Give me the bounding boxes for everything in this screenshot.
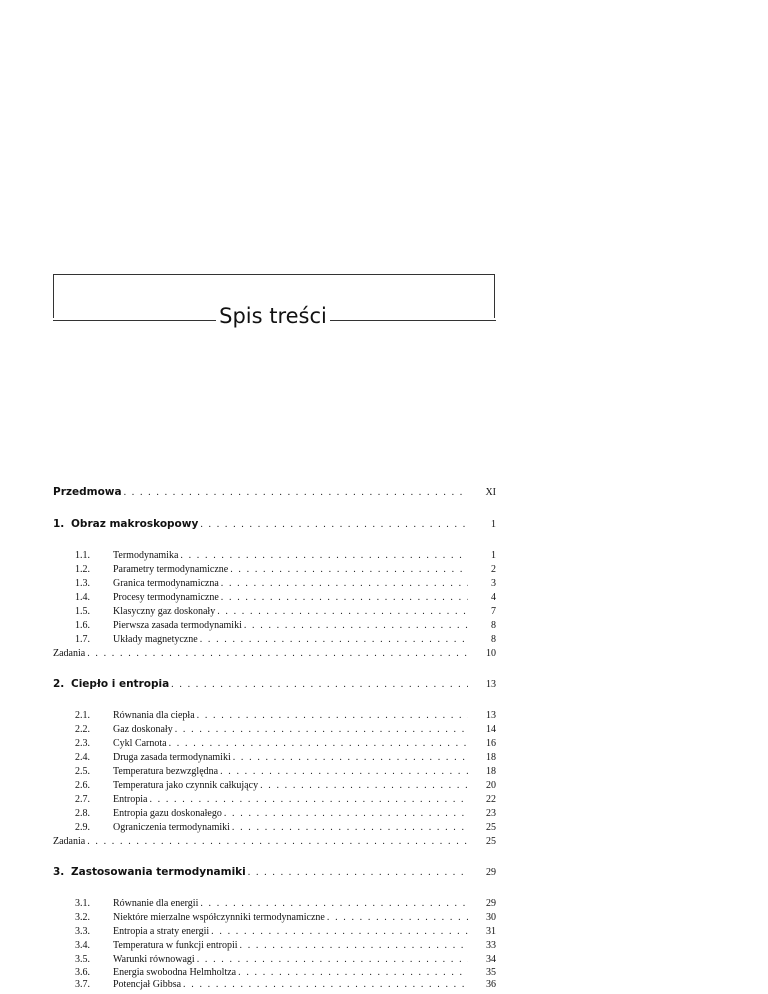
toc-page-number: 16 — [486, 738, 496, 749]
toc-page-number: 1 — [491, 550, 496, 561]
section-title: Entropia a straty energii — [113, 926, 210, 937]
exercises-label: Zadania — [53, 648, 86, 659]
section-title: Druga zasada termodynamiki — [113, 752, 231, 763]
toc-section-3-2[interactable] — [53, 911, 496, 925]
toc-page-number: 8 — [491, 620, 496, 631]
toc-section-2-7[interactable] — [53, 793, 496, 807]
section-number: 1.4. — [75, 592, 90, 603]
toc-page-number: 25 — [486, 836, 496, 847]
toc-page-number: 31 — [486, 926, 496, 937]
page-title: Spis treści — [219, 304, 327, 328]
toc-section-1-7[interactable] — [53, 633, 496, 647]
section-number: 2.6. — [75, 780, 90, 791]
section-number: 2.8. — [75, 808, 90, 819]
toc-section-3-6[interactable] — [53, 966, 496, 980]
section-title: Temperatura bezwzględna — [113, 766, 219, 777]
section-title: Parametry termodynamiczne — [113, 564, 229, 575]
section-title: Cykl Carnota — [113, 738, 167, 749]
exercises-label: Zadania — [53, 836, 86, 847]
toc-page-number: 20 — [486, 780, 496, 791]
toc-page-number: 33 — [486, 940, 496, 951]
section-number: 3.4. — [75, 940, 90, 951]
toc-page-number: 25 — [486, 822, 496, 833]
title-rule-left — [53, 320, 216, 321]
section-title: Potencjał Gibbsa — [113, 979, 182, 990]
toc-page-number: 8 — [491, 634, 496, 645]
toc-section-3-3[interactable] — [53, 925, 496, 939]
section-title: Gaz doskonały — [113, 724, 173, 735]
toc-entry-preface[interactable] — [53, 485, 496, 499]
section-number: 3.1. — [75, 898, 90, 909]
section-number: 3.5. — [75, 954, 90, 965]
toc-section-1-5[interactable] — [53, 605, 496, 619]
toc-section-1-4[interactable] — [53, 591, 496, 605]
toc-section-2-5[interactable] — [53, 765, 496, 779]
section-title: Entropia — [113, 794, 148, 805]
section-number: 1.5. — [75, 606, 90, 617]
toc-entry-label: Przedmowa — [53, 486, 122, 498]
section-title: Pierwsza zasada termodynamiki — [113, 620, 242, 631]
section-number: 2.9. — [75, 822, 90, 833]
toc-section-2-2[interactable] — [53, 723, 496, 737]
toc-page-number: 14 — [486, 724, 496, 735]
toc-section-3-5[interactable] — [53, 953, 496, 967]
section-title: Warunki równowagi — [113, 954, 195, 965]
toc-page-number: 29 — [486, 898, 496, 909]
toc-page-number: 1 — [491, 519, 496, 530]
title-rule-right — [330, 320, 496, 321]
section-number: 2.5. — [75, 766, 90, 777]
toc-page-number: 30 — [486, 912, 496, 923]
section-title: Entropia gazu doskonałego — [113, 808, 222, 819]
section-number: 2.3. — [75, 738, 90, 749]
toc-section-2-6[interactable] — [53, 779, 496, 793]
chapter-number: 2. — [53, 678, 65, 690]
section-number: 3.2. — [75, 912, 90, 923]
toc-page-number: 18 — [486, 752, 496, 763]
toc-section-2-8[interactable] — [53, 807, 496, 821]
toc-page-number: 2 — [491, 564, 496, 575]
section-title: Klasyczny gaz doskonały — [113, 606, 216, 617]
toc-exercises-1[interactable] — [53, 647, 496, 661]
toc-chapter-2[interactable] — [53, 677, 496, 691]
section-title: Procesy termodynamiczne — [113, 592, 219, 603]
section-title: Niektóre mierzalne współczynniki termodynamiczne — [113, 912, 325, 923]
section-number: 3.6. — [75, 967, 90, 978]
section-number: 1.1. — [75, 550, 90, 561]
section-title: Układy magnetyczne — [113, 634, 198, 645]
toc-page-number: 7 — [491, 606, 496, 617]
toc-section-1-6[interactable] — [53, 619, 496, 633]
section-title: Energia swobodna Helmholtza — [113, 967, 237, 978]
section-number: 1.3. — [75, 578, 90, 589]
toc-section-1-2[interactable] — [53, 563, 496, 577]
section-number: 1.7. — [75, 634, 90, 645]
toc-section-2-4[interactable] — [53, 751, 496, 765]
section-number: 1.6. — [75, 620, 90, 631]
section-number: 1.2. — [75, 564, 90, 575]
chapter-number: 1. — [53, 518, 65, 530]
toc-page-number: 35 — [486, 967, 496, 978]
toc-page-number: 10 — [486, 648, 496, 659]
toc-page-number: 29 — [486, 867, 496, 878]
section-title: Termodynamika — [113, 550, 179, 561]
toc-section-2-1[interactable] — [53, 709, 496, 723]
toc-section-3-1[interactable] — [53, 897, 496, 911]
toc-section-2-3[interactable] — [53, 737, 496, 751]
toc-page-number: XI — [485, 487, 496, 498]
section-title: Równanie dla energii — [113, 898, 199, 909]
toc-page-number: 13 — [486, 679, 496, 690]
chapter-title: Obraz makroskopowy — [71, 518, 199, 530]
toc-section-1-3[interactable] — [53, 577, 496, 591]
section-title: Równania dla ciepła — [113, 710, 195, 721]
section-number: 2.4. — [75, 752, 90, 763]
section-number: 2.2. — [75, 724, 90, 735]
section-title: Ograniczenia termodynamiki — [113, 822, 230, 833]
toc-page-number: 18 — [486, 766, 496, 777]
toc-chapter-1[interactable] — [53, 517, 496, 531]
toc-page-number: 3 — [491, 578, 496, 589]
toc-page-number: 13 — [486, 710, 496, 721]
toc-section-3-7[interactable] — [53, 979, 496, 991]
toc-page-number: 22 — [486, 794, 496, 805]
section-number: 3.3. — [75, 926, 90, 937]
toc-exercises-2[interactable] — [53, 835, 496, 849]
section-number: 2.7. — [75, 794, 90, 805]
toc-page-number: 36 — [486, 979, 496, 990]
chapter-title: Zastosowania termodynamiki — [71, 866, 246, 878]
toc-chapter-3[interactable] — [53, 865, 496, 879]
section-title: Temperatura w funkcji entropii — [113, 940, 238, 951]
toc-page-number: 4 — [491, 592, 496, 603]
chapter-title: Ciepło i entropia — [71, 678, 170, 690]
section-title: Temperatura jako czynnik całkujący — [113, 780, 259, 791]
toc-page-number: 34 — [486, 954, 496, 965]
section-number: 3.7. — [75, 979, 90, 990]
section-number: 2.1. — [75, 710, 90, 721]
section-title: Granica termodynamiczna — [113, 578, 219, 589]
chapter-number: 3. — [53, 866, 65, 878]
toc-section-2-9[interactable] — [53, 821, 496, 835]
toc-section-3-4[interactable] — [53, 939, 496, 953]
toc-section-1-1[interactable] — [53, 549, 496, 563]
toc-page-number: 23 — [486, 808, 496, 819]
